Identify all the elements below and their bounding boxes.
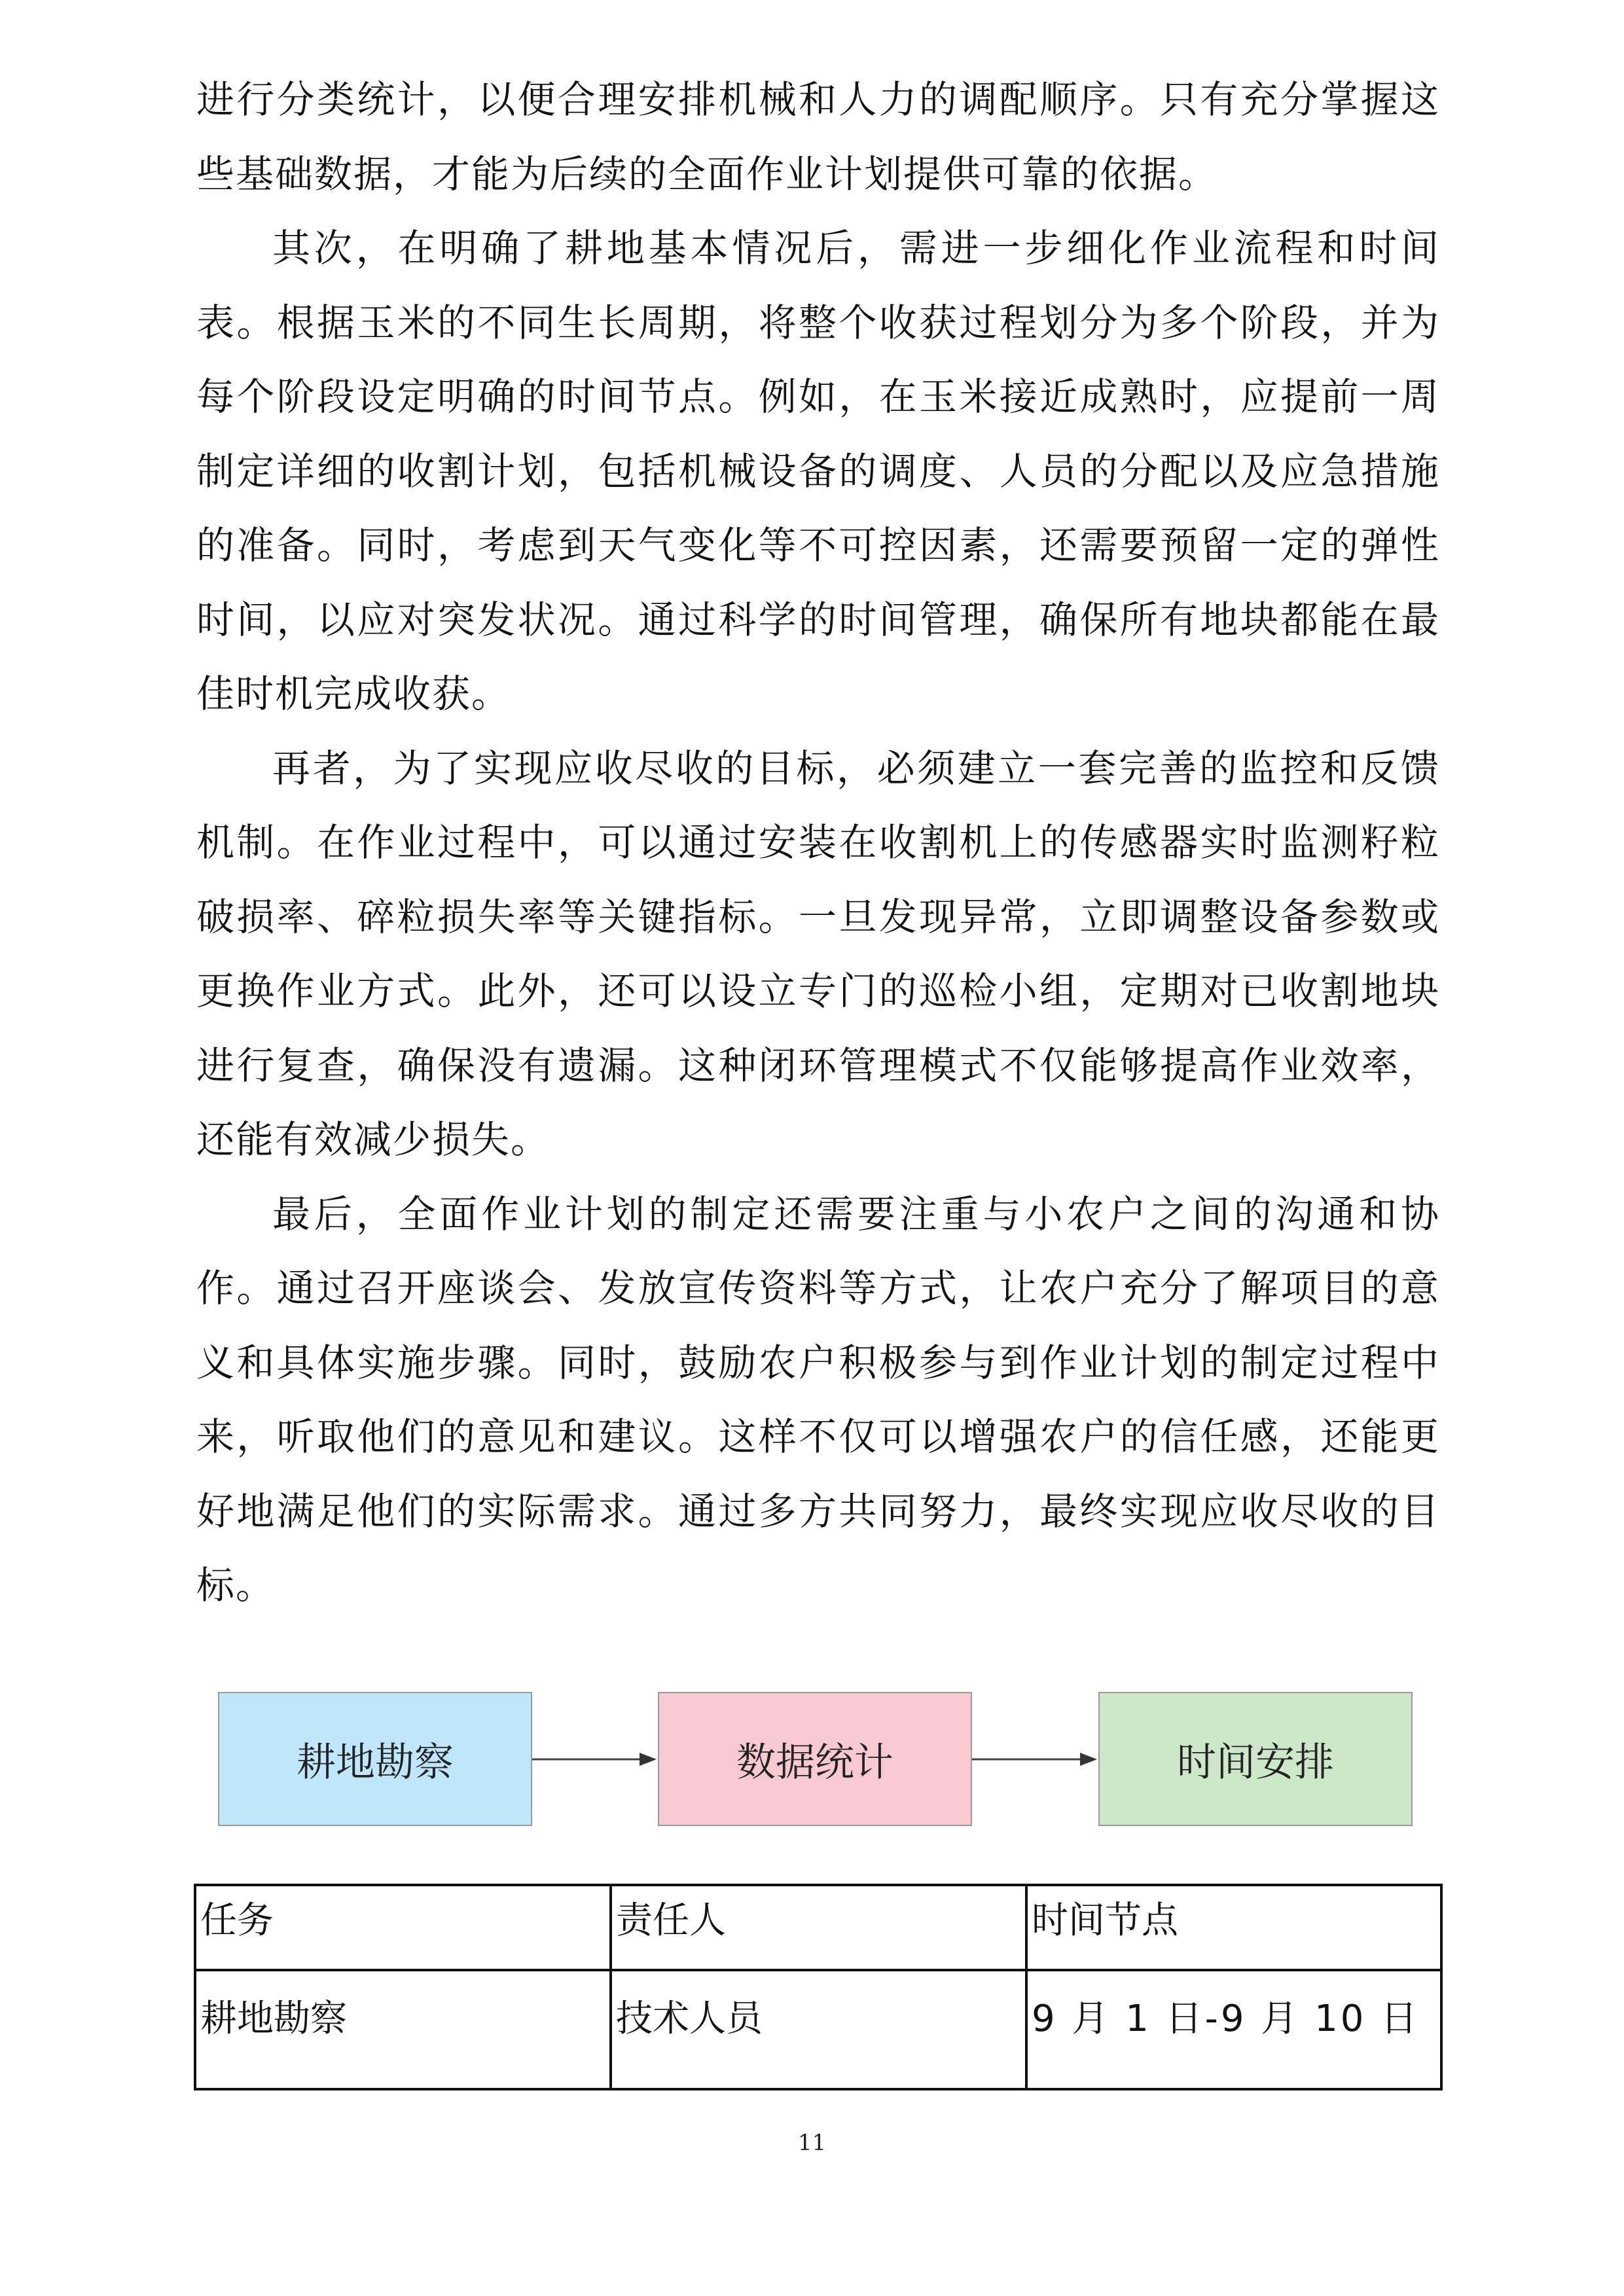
paragraph-2: 其次，在明确了耕地基本情况后，需进一步细化作业流程和时间表。根据玉米的不同生长周期，将整个收获过程划分为多个阶段，并为每个阶段设定明确的时间节点。例如，在玉米接近成熟时，应提前一周制定详细的收割计划，包括机械设备的调度、人员的分配以及应急措施的准备。同时，考虑到天气变化等不可控因素，还需要预留一定的弹性时间，以应对突发状况。通过科学的时间管理，确保所有地块都能在最佳时机完成收获。 [196,226,1440,716]
table-header-owner: 责任人 [611,1885,1026,1970]
flow-arrow-1-head [640,1753,657,1766]
paragraph-4: 最后，全面作业计划的制定还需要注重与小农户之间的沟通和协作。通过召开座谈会、发放宣传资料等方式，让农户充分了解项目的意义和具体实施步骤。同时，鼓励农户积极参与到作业计划的制定过程中来，听取他们的意见和建议。这样不仅可以增强农户的信任感，还能更好地满足他们的实际需求。通过多方共同努力，最终实现应收尽收的目标。 [196,1191,1440,1607]
flow-step-farmland-survey: 耕地勘察 [218,1692,532,1826]
table-cell-timeline: 9 月 1 日-9 月 10 日 [1026,1970,1441,2089]
table-header-task: 任务 [195,1885,611,1970]
flow-arrow-1-icon [532,1749,658,1770]
body-text [196,63,1440,1623]
table-cell-task: 耕地勘察 [195,1970,611,2089]
table-cell-owner: 技术人员 [611,1970,1026,2089]
task-table [194,1884,1443,2090]
flow-step-time-scheduling: 时间安排 [1098,1692,1413,1826]
paragraph-3: 再者，为了实现应收尽收的目标，必须建立一套完善的监控和反馈机制。在作业过程中，可以通过安装在收割机上的传感器实时监测籽粒破损率、碎粒损失率等关键指标。一旦发现异常，立即调整设备参数或更换作业方式。此外，还可以设立专门的巡检小组，定期对已收割地块进行复查，确保没有遗漏。这种闭环管理模式不仅能够提高作业效率，还能有效减少损失。 [196,745,1440,1162]
table-header-timeline: 时间节点 [1026,1885,1441,1970]
flow-arrow-2-head [1080,1753,1097,1766]
paragraph-1: 进行分类统计，以便合理安排机械和人力的调配顺序。只有充分掌握这些基础数据，才能为后续的全面作业计划提供可靠的依据。 [196,77,1440,196]
flow-step-data-statistics: 数据统计 [658,1692,972,1826]
table-row [195,1970,1441,2089]
page-number: 11 [797,2130,827,2156]
flow-arrow-2-icon [972,1749,1098,1770]
table-header-row [195,1885,1441,1970]
